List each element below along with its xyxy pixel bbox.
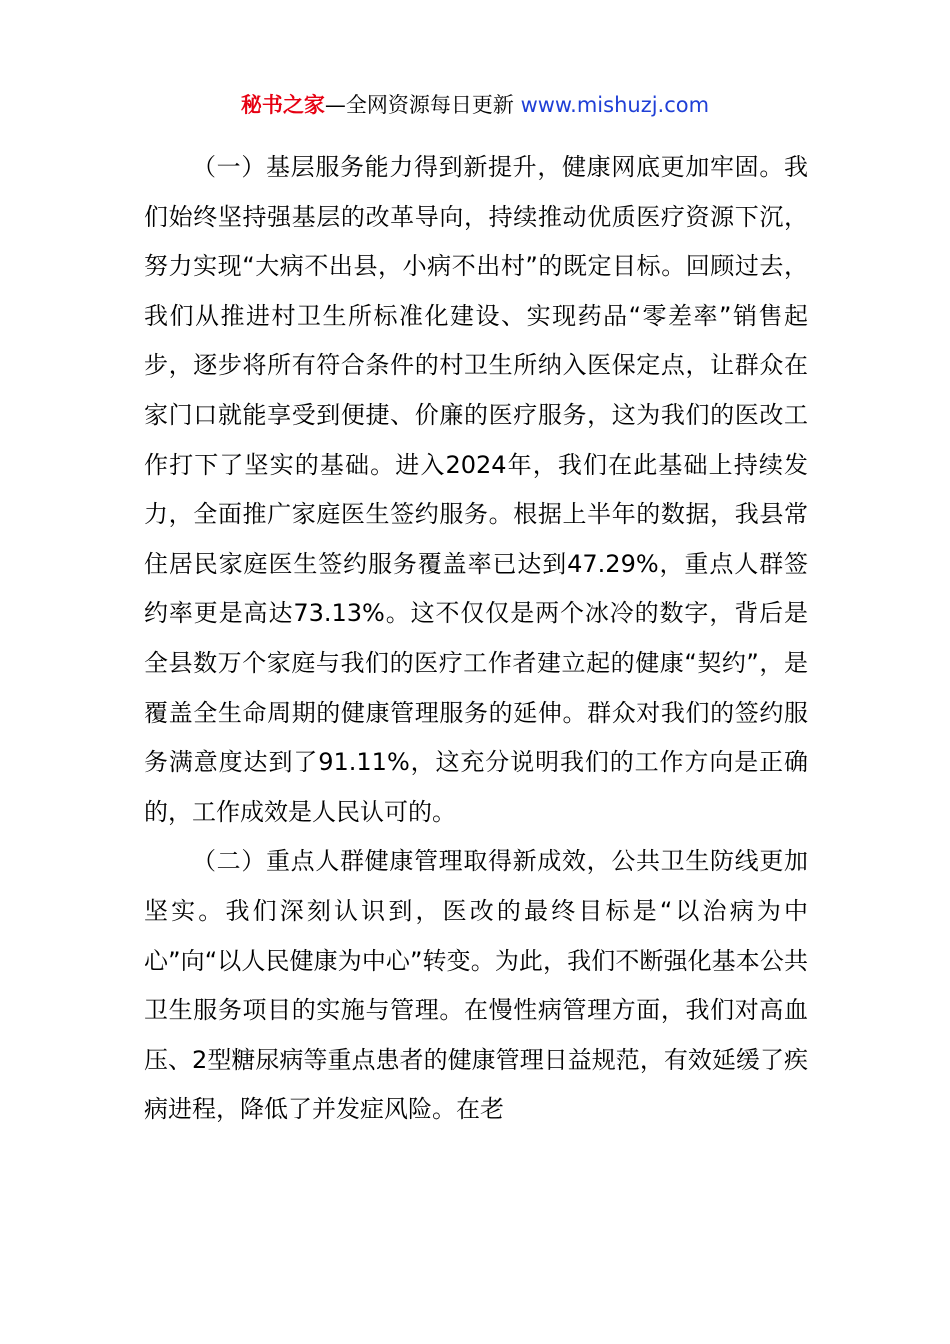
- document-body: [144, 143, 808, 1135]
- brand-name: 秘书之家: [240, 93, 325, 117]
- header-tagline: —全网资源每日更新: [324, 93, 521, 117]
- site-header: [0, 90, 950, 120]
- paragraph-2: （二）重点人群健康管理取得新成效，公共卫生防线更加坚实。我们深刻认识到，医改的最终目标是“以治病为中心”向“以人民健康为中心”转变。为此，我们不断强化基本公共卫生服务项目的实施与管理。在慢性病管理方面，我们对高血压、2型糖尿病等重点患者的健康管理日益规范，有效延缓了疾病进程，降低了并发症风险。在老: [144, 847, 808, 1124]
- site-url-link[interactable]: www.mishuzj.com: [520, 93, 710, 117]
- paragraph-1: （一）基层服务能力得到新提升，健康网底更加牢固。我们始终坚持强基层的改革导向，持续推动优质医疗资源下沉，努力实现“大病不出县，小病不出村”的既定目标。回顾过去，我们从推进村卫生所标准化建设、实现药品“零差率”销售起步，逐步将所有符合条件的村卫生所纳入医保定点，让群众在家门口就能享受到便捷、价廉的医疗服务，这为我们的医改工作打下了坚实的基础。进入2024年，我们在此基础上持续发力，全面推广家庭医生签约服务。根据上半年的数据，我县常住居民家庭医生签约服务覆盖率已达到47.29%，重点人群签约率更是高达73.13%。这不仅仅是两个冰冷的数字，背后是全县数万个家庭与我们的医疗工作者建立起的健康“契约”，是覆盖全生命周期的健康管理服务的延伸。群众对我们的签约服务满意度达到了91.11%，这充分说明我们的工作方向是正确的，工作成效是人民认可的。: [144, 153, 808, 826]
